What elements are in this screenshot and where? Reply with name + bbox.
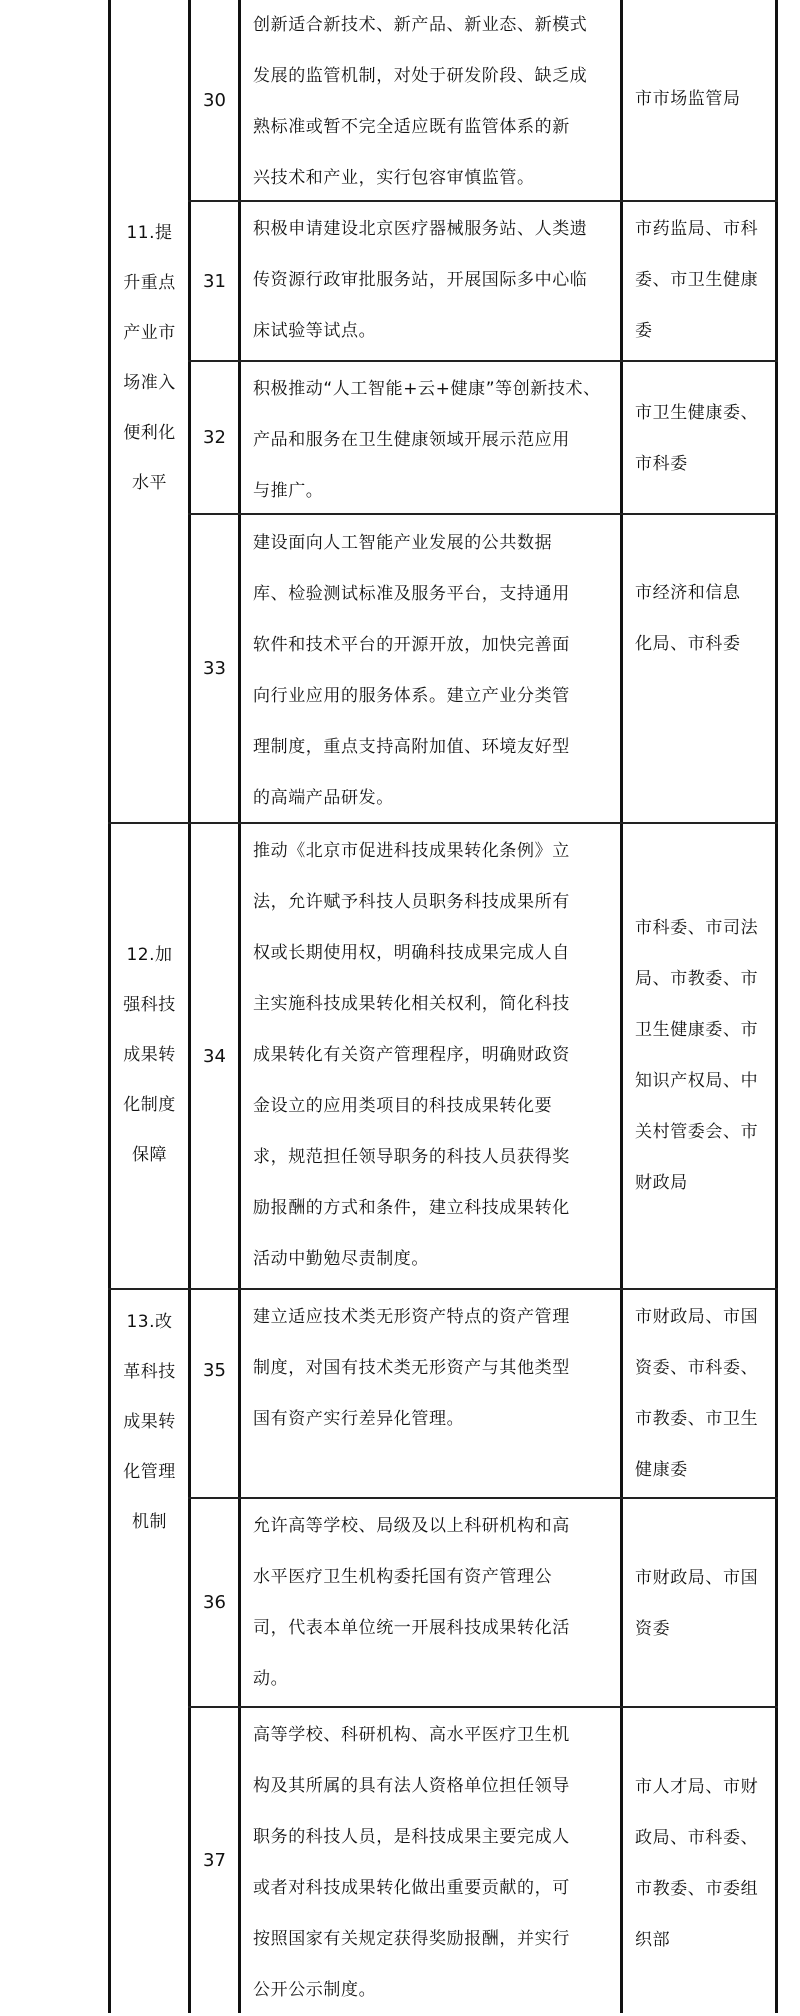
department-line: 资委、市科委、	[635, 1358, 759, 1378]
measure-line: 按照国家有关规定获得奖励报酬，并实行	[253, 1929, 570, 1949]
measure-line: 水平医疗卫生机构委托国有资产管理公	[253, 1567, 553, 1587]
category-line: 水平	[132, 473, 167, 493]
measure-text	[241, 1292, 620, 1445]
department-text	[623, 903, 775, 1209]
measure-line: 建设面向人工智能产业发展的公共数据	[253, 533, 553, 553]
department-line: 市教委、市委组	[635, 1879, 759, 1899]
measure-line: 国有资产实行差异化管理。	[253, 1409, 465, 1429]
department-line: 市财政局、市国	[635, 1307, 759, 1327]
row-number: 32	[203, 427, 226, 448]
department-line: 织部	[635, 1930, 671, 1950]
measure-text	[241, 364, 620, 517]
measure-line: 司，代表本单位统一开展科技成果转化活	[253, 1618, 570, 1638]
measure-line: 床试验等试点。	[253, 321, 377, 341]
measure-text	[241, 518, 620, 824]
category-line: 保障	[132, 1145, 167, 1165]
row-number: 31	[203, 270, 226, 292]
measure-text	[241, 1710, 620, 2016]
measure-line: 创新适合新技术、新产品、新业态、新模式	[253, 15, 588, 35]
measure-line: 主实施科技成果转化相关权利，简化科技	[253, 994, 570, 1014]
measure-line: 允许高等学校、局级及以上科研机构和高	[253, 1516, 570, 1536]
category-line: 13.改	[126, 1312, 173, 1332]
category-line: 化管理	[123, 1462, 176, 1482]
measure-line: 制度，对国有技术类无形资产与其他类型	[253, 1358, 570, 1378]
category-line: 成果转	[123, 1412, 176, 1432]
measure-line: 或者对科技成果转化做出重要贡献的，可	[253, 1878, 570, 1898]
category-line: 场准入	[123, 373, 176, 393]
department-text	[623, 1292, 775, 1496]
category-line: 11.提	[126, 223, 173, 243]
measure-line: 活动中勤勉尽责制度。	[253, 1249, 429, 1269]
department-line: 市财政局、市国	[635, 1568, 759, 1588]
measure-line: 高等学校、科研机构、高水平医疗卫生机	[253, 1725, 570, 1745]
department-text	[623, 388, 775, 490]
row-number: 36	[203, 1592, 226, 1613]
measure-text	[241, 1501, 620, 1705]
measure-line: 金设立的应用类项目的科技成果转化要	[253, 1096, 553, 1116]
measure-line: 理制度，重点支持高附加值、环境友好型	[253, 737, 570, 757]
department-line: 资委	[635, 1619, 671, 1639]
measure-line: 动。	[253, 1669, 289, 1689]
category-line: 升重点	[123, 273, 176, 293]
measure-text	[241, 826, 620, 1285]
measure-line: 的高端产品研发。	[253, 788, 394, 808]
measure-text	[241, 204, 620, 357]
measure-line: 兴技术和产业，实行包容审慎监管。	[253, 168, 535, 188]
category-cell	[111, 1297, 188, 1547]
measure-line: 熟标准或暂不完全适应既有监管体系的新	[253, 117, 570, 137]
department-line: 委、市卫生健康	[635, 270, 759, 290]
department-line: 财政局	[635, 1173, 688, 1193]
department-line: 卫生健康委、市	[635, 1020, 759, 1040]
measure-line: 建立适应技术类无形资产特点的资产管理	[253, 1307, 570, 1327]
department-line: 政局、市科委、	[635, 1828, 759, 1848]
department-line: 市科委、市司法	[635, 918, 759, 938]
measure-line: 与推广。	[253, 481, 324, 501]
category-line: 12.加	[126, 945, 173, 965]
department-line: 知识产权局、中	[635, 1071, 759, 1091]
department-text	[623, 568, 775, 670]
department-line: 局、市教委、市	[635, 969, 759, 989]
row-number: 33	[203, 658, 226, 679]
measure-line: 软件和技术平台的开源开放，加快完善面	[253, 635, 570, 655]
category-line: 便利化	[123, 423, 176, 443]
department-line: 市市场监管局	[635, 89, 741, 109]
category-cell	[111, 208, 188, 508]
measure-line: 库、检验测试标准及服务平台，支持通用	[253, 584, 570, 604]
measure-line: 发展的监管机制，对处于研发阶段、缺乏成	[253, 66, 588, 86]
category-line: 强科技	[123, 995, 176, 1015]
measure-line: 权或长期使用权，明确科技成果完成人自	[253, 943, 570, 963]
category-line: 成果转	[123, 1045, 176, 1065]
measure-line: 推动《北京市促进科技成果转化条例》立	[253, 841, 570, 861]
category-line: 机制	[132, 1512, 167, 1532]
department-line: 市药监局、市科	[635, 219, 759, 239]
measure-line: 公开公示制度。	[253, 1980, 377, 2000]
department-text	[623, 204, 775, 357]
department-line: 市科委	[635, 454, 688, 474]
department-line: 市卫生健康委、	[635, 403, 759, 423]
measure-line: 法，允许赋予科技人员职务科技成果所有	[253, 892, 570, 912]
row-divider	[188, 1706, 778, 1708]
measure-line: 成果转化有关资产管理程序，明确财政资	[253, 1045, 570, 1065]
category-line: 革科技	[123, 1362, 176, 1382]
department-line: 关村管委会、市	[635, 1122, 759, 1142]
row-divider	[188, 1497, 778, 1499]
department-line: 市教委、市卫生	[635, 1409, 759, 1429]
department-line: 化局、市科委	[635, 634, 741, 654]
measure-line: 励报酬的方式和条件，建立科技成果转化	[253, 1198, 570, 1218]
category-line: 化制度	[123, 1095, 176, 1115]
measure-line: 向行业应用的服务体系。建立产业分类管	[253, 686, 570, 706]
department-line: 委	[635, 321, 653, 341]
row-number: 37	[203, 1850, 226, 1871]
measure-text	[241, 0, 620, 204]
department-line: 市经济和信息	[635, 583, 741, 603]
row-divider	[188, 360, 778, 362]
measure-line: 构及其所属的具有法人资格单位担任领导	[253, 1776, 570, 1796]
department-line: 健康委	[635, 1460, 688, 1480]
department-text	[623, 74, 775, 125]
measure-line: 积极申请建设北京医疗器械服务站、人类遗	[253, 219, 588, 239]
table-border-right	[775, 0, 778, 2013]
measure-line: 积极推动“人工智能+云+健康”等创新技术、	[253, 379, 601, 399]
measure-line: 求，规范担任领导职务的科技人员获得奖	[253, 1147, 570, 1167]
department-line: 市人才局、市财	[635, 1777, 759, 1797]
row-number: 30	[203, 89, 226, 111]
category-cell	[111, 930, 188, 1180]
row-number: 35	[203, 1359, 226, 1381]
department-text	[623, 1762, 775, 1966]
category-line: 产业市	[123, 323, 176, 343]
row-number: 34	[203, 1045, 226, 1067]
measure-line: 传资源行政审批服务站，开展国际多中心临	[253, 270, 588, 290]
measure-line: 产品和服务在卫生健康领域开展示范应用	[253, 430, 570, 450]
measure-line: 职务的科技人员，是科技成果主要完成人	[253, 1827, 570, 1847]
department-text	[623, 1553, 775, 1655]
